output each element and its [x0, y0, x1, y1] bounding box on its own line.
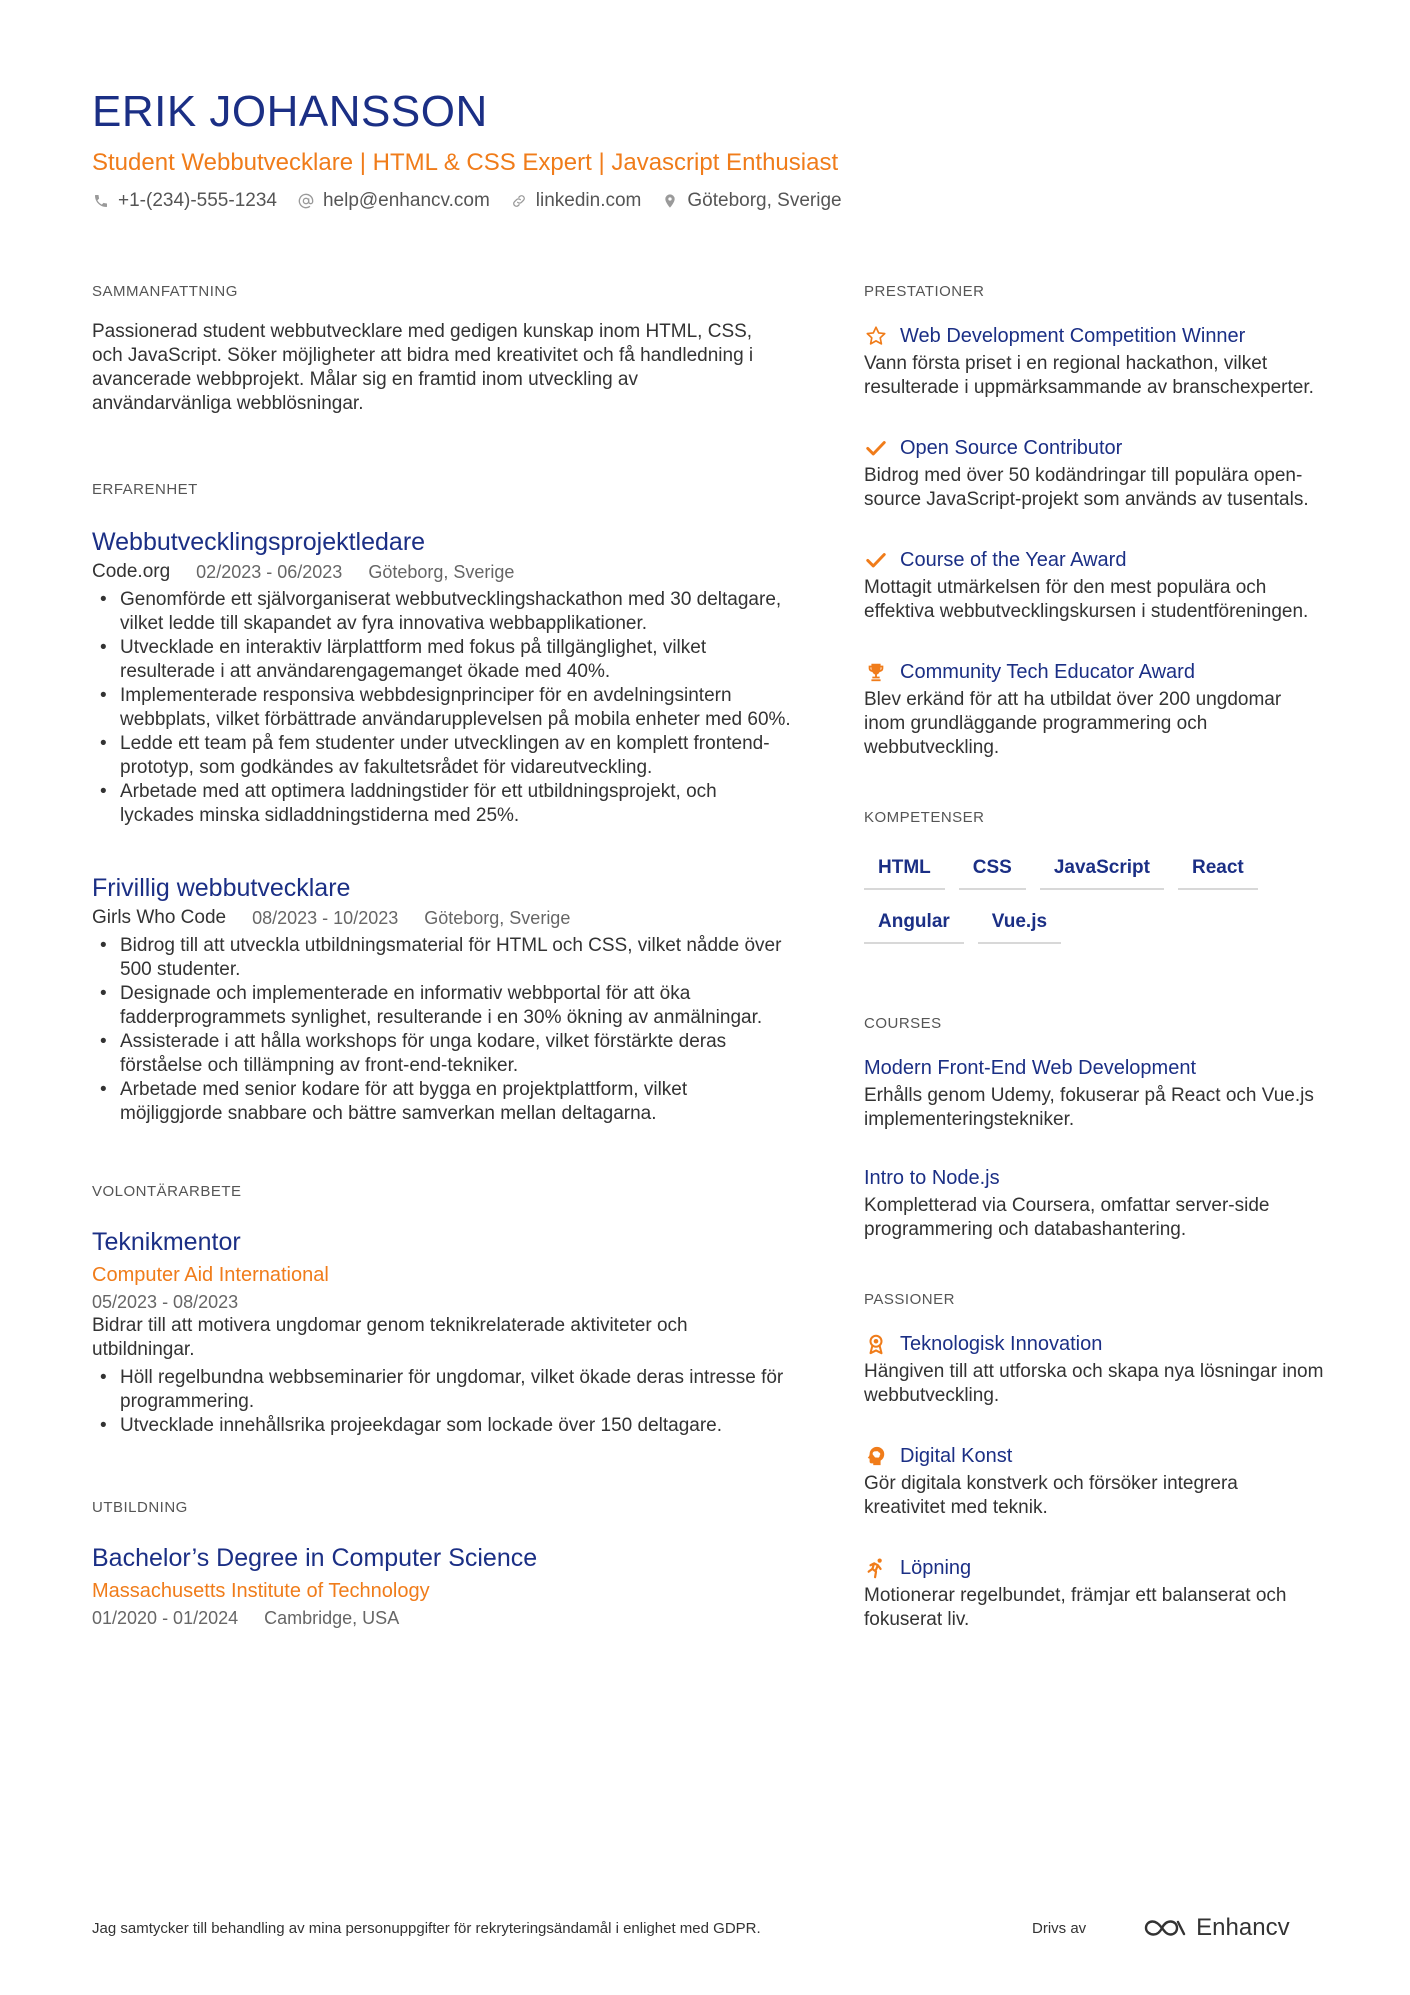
achievement-item: [864, 656, 1324, 760]
bullet-item: • Implementerade responsiva webbdesignprinciper för en avdelningsintern webbplats, vilket förbättrade användarupplevelsen på mobila enheter med 60%.: [92, 684, 792, 732]
passions-section: [864, 1286, 1324, 1632]
checkmark-icon: [864, 436, 888, 460]
courses-section: [864, 1010, 1324, 1242]
checkmark-icon: [864, 548, 888, 572]
trophy-icon: [864, 660, 888, 684]
volunteer-dates: 05/2023 - 08/2023: [92, 1292, 239, 1312]
bullet-item: • Genomförde ett självorganiserat webbutvecklingshackathon med 30 deltagare, vilket ledde till skapandet av fyra innovativa webbapplikationer.: [92, 588, 792, 636]
contact-phone: [92, 186, 277, 216]
volunteer-bullets: [92, 1366, 792, 1438]
achievement-item: [864, 544, 1324, 624]
bullet-item: • Assisterade i att hålla workshops för unga kodare, vilket förstärkte deras förståelse och tillämpning av front-end-tekniker.: [92, 1030, 792, 1078]
achievement-desc: Bidrog med över 50 kodändringar till populära open-source JavaScript-projekt som används av tusentals.: [864, 465, 1309, 510]
job-location: Göteborg, Sverige: [368, 562, 515, 582]
passion-desc: Gör digitala konstverk och försöker integrera kreativitet med teknik.: [864, 1473, 1238, 1518]
job-entry: [92, 524, 792, 828]
education-section: [92, 1494, 792, 1630]
summary-text: Passionerad student webbutvecklare med gedigen kunskap inom HTML, CSS, och JavaScript. Söker möjligheter att bidra med kreativitet och få handledning i avancerade webbprojekt. Målar sig en framtid inom utveckling av användarvänliga webblösningar.: [92, 321, 754, 414]
volunteer-entry: [92, 1224, 792, 1438]
bullet-item: • Arbetade med senior kodare för att bygga en projektplattform, vilket möjliggjorde snabbare och bättre samverkan mellan deltagarna.: [92, 1078, 792, 1126]
skill-tag: CSS: [959, 850, 1026, 890]
contact-linkedin[interactable]: [510, 186, 642, 216]
head-brain-icon: [864, 1444, 888, 1468]
phone-icon: [92, 192, 110, 210]
skills-section: [864, 804, 1324, 958]
candidate-tagline: Student Webbutvecklare | HTML & CSS Expert | Javascript Enthusiast: [92, 149, 839, 176]
passion-title: Digital Konst: [900, 1445, 1013, 1467]
link-icon: [510, 192, 528, 210]
skill-tag: Angular: [864, 904, 964, 944]
passion-item: [864, 1328, 1324, 1408]
bullet-item: • Arbetade med att optimera laddningstider för ett utbildningsprojekt, och lyckades minska sidladdningstiderna med 25%.: [92, 780, 792, 828]
bullet-item: • Utvecklade en interaktiv lärplattform med fokus på tillgänglighet, vilket resulterade i att användarengagemanget ökade med 40%.: [92, 636, 792, 684]
job-location: Göteborg, Sverige: [424, 908, 571, 928]
passion-item: [864, 1552, 1324, 1632]
skill-tag: Vue.js: [978, 904, 1061, 944]
achievement-title: Community Tech Educator Award: [900, 661, 1195, 683]
job-title: Frivillig webbutvecklare: [92, 874, 351, 902]
achievement-title: Open Source Contributor: [900, 437, 1123, 459]
email-text[interactable]: help@enhancv.com: [322, 190, 490, 211]
job-dates: 02/2023 - 06/2023: [196, 562, 343, 582]
volunteer-section: [92, 1178, 792, 1438]
achievement-item: [864, 432, 1324, 512]
achievement-desc: Mottagit utmärkelsen för den mest populära och effektiva webbutvecklingskursen i studentföreningen.: [864, 577, 1309, 622]
passion-title: Teknologisk Innovation: [900, 1333, 1103, 1355]
section-title: VOLONTÄRARBETE: [92, 1183, 242, 1200]
course-title: Modern Front-End Web Development: [864, 1057, 1197, 1079]
right-column: [864, 278, 1324, 1684]
passion-item: [864, 1440, 1324, 1520]
brand-logo[interactable]: [1142, 1914, 1289, 1942]
education-school: Massachusetts Institute of Technology: [92, 1580, 430, 1602]
section-title: PASSIONER: [864, 1291, 955, 1308]
brand-name: Enhancv: [1196, 1914, 1290, 1941]
bullet-item: • Bidrog till att utveckla utbildningsmaterial för HTML och CSS, vilket nådde över 500 studenter.: [92, 934, 792, 982]
skill-tag: JavaScript: [1040, 850, 1164, 890]
section-title: COURSES: [864, 1015, 942, 1032]
passion-desc: Motionerar regelbundet, främjar ett balanserat och fokuserat liv.: [864, 1585, 1287, 1630]
bullet-item: • Ledde ett team på fem studenter under utvecklingen av en komplett frontend-prototyp, som godkändes av fakultetsrådet för vidareutveckling.: [92, 732, 792, 780]
award-ribbon-icon: [864, 1332, 888, 1356]
volunteer-role: Teknikmentor: [92, 1228, 241, 1256]
passion-desc: Hängiven till att utforska och skapa nya lösningar inom webbutveckling.: [864, 1361, 1324, 1406]
section-title: ERFARENHET: [92, 481, 198, 498]
achievement-item: [864, 320, 1324, 400]
summary-section: [92, 278, 792, 416]
job-title: Webbutvecklingsprojektledare: [92, 528, 426, 556]
education-dates: 01/2020 - 01/2024: [92, 1608, 239, 1628]
contact-location: [661, 186, 841, 216]
courses-list: [864, 1052, 1324, 1242]
job-entry: [92, 870, 792, 1126]
powered-by-label: Drivs av: [1032, 1919, 1087, 1937]
skills-list: [864, 850, 1324, 958]
job-meta: [92, 906, 792, 930]
left-column: [92, 278, 792, 1682]
job-meta: [92, 560, 792, 584]
achievement-desc: Blev erkänd för att ha utbildat över 200 ungdomar inom grundläggande programmering och webbutveckling.: [864, 689, 1282, 758]
job-bullets: [92, 588, 792, 828]
job-dates: 08/2023 - 10/2023: [252, 908, 399, 928]
achievement-title: Web Development Competition Winner: [900, 325, 1246, 347]
section-title: PRESTATIONER: [864, 283, 985, 300]
skill-tag: HTML: [864, 850, 945, 890]
contact-email[interactable]: [297, 186, 490, 216]
passions-list: [864, 1328, 1324, 1632]
volunteer-description: Bidrar till att motivera ungdomar genom teknikrelaterade aktiviteter och utbildningar.: [92, 1315, 688, 1360]
achievements-section: [864, 278, 1324, 760]
linkedin-text[interactable]: linkedin.com: [535, 190, 642, 211]
star-icon: [864, 324, 888, 348]
course-title: Intro to Node.js: [864, 1167, 1000, 1189]
location-text: Göteborg, Sverige: [687, 190, 842, 211]
section-title: UTBILDNING: [92, 1499, 188, 1516]
course-item: [864, 1052, 1324, 1132]
volunteer-org: Computer Aid International: [92, 1264, 329, 1286]
section-title: KOMPETENSER: [864, 809, 985, 826]
education-meta: [92, 1606, 792, 1630]
location-pin-icon: [661, 192, 679, 210]
job-company: Code.org: [92, 561, 171, 582]
runner-icon: [864, 1556, 888, 1580]
job-company: Girls Who Code: [92, 907, 227, 928]
course-desc: Erhålls genom Udemy, fokuserar på React och Vue.js implementeringstekniker.: [864, 1085, 1314, 1130]
section-title: SAMMANFATTNING: [92, 283, 238, 300]
experience-section: [92, 476, 792, 1126]
candidate-name: ERIK JOHANSSON: [92, 87, 488, 136]
passion-title: Löpning: [900, 1557, 972, 1579]
gdpr-consent-text: Jag samtycker till behandling av mina personuppgifter för rekryteringsändamål i enlighet med GDPR.: [92, 1919, 761, 1937]
bullet-item: • Utvecklade innehållsrika projeekdagar som lockade över 150 deltagare.: [92, 1414, 792, 1438]
footer: [92, 1914, 1322, 1942]
course-desc: Kompletterad via Coursera, omfattar server-side programmering och databashantering.: [864, 1195, 1270, 1240]
education-degree: Bachelor’s Degree in Computer Science: [92, 1544, 538, 1572]
at-icon: [297, 192, 315, 210]
contact-row: [92, 186, 1322, 216]
phone-text: +1-(234)-555-1234: [118, 190, 277, 211]
resume-header: [92, 84, 1322, 216]
education-entry: [92, 1540, 792, 1630]
education-location: Cambridge, USA: [264, 1608, 400, 1628]
bullet-item: • Designade och implementerade en informativ webbportal för att öka fadderprogrammets synlighet, resulterande i en 30% ökning av anmälningar.: [92, 982, 792, 1030]
course-item: [864, 1162, 1324, 1242]
enhancv-logo-icon: [1142, 1916, 1188, 1940]
skill-tag: React: [1178, 850, 1258, 890]
achievements-list: [864, 320, 1324, 760]
job-bullets: [92, 934, 792, 1126]
bullet-item: • Höll regelbundna webbseminarier för ungdomar, vilket ökade deras intresse för programmering.: [92, 1366, 792, 1414]
achievement-title: Course of the Year Award: [900, 549, 1127, 571]
achievement-desc: Vann första priset i en regional hackathon, vilket resulterade i uppmärksammande av branschexperter.: [864, 353, 1314, 398]
